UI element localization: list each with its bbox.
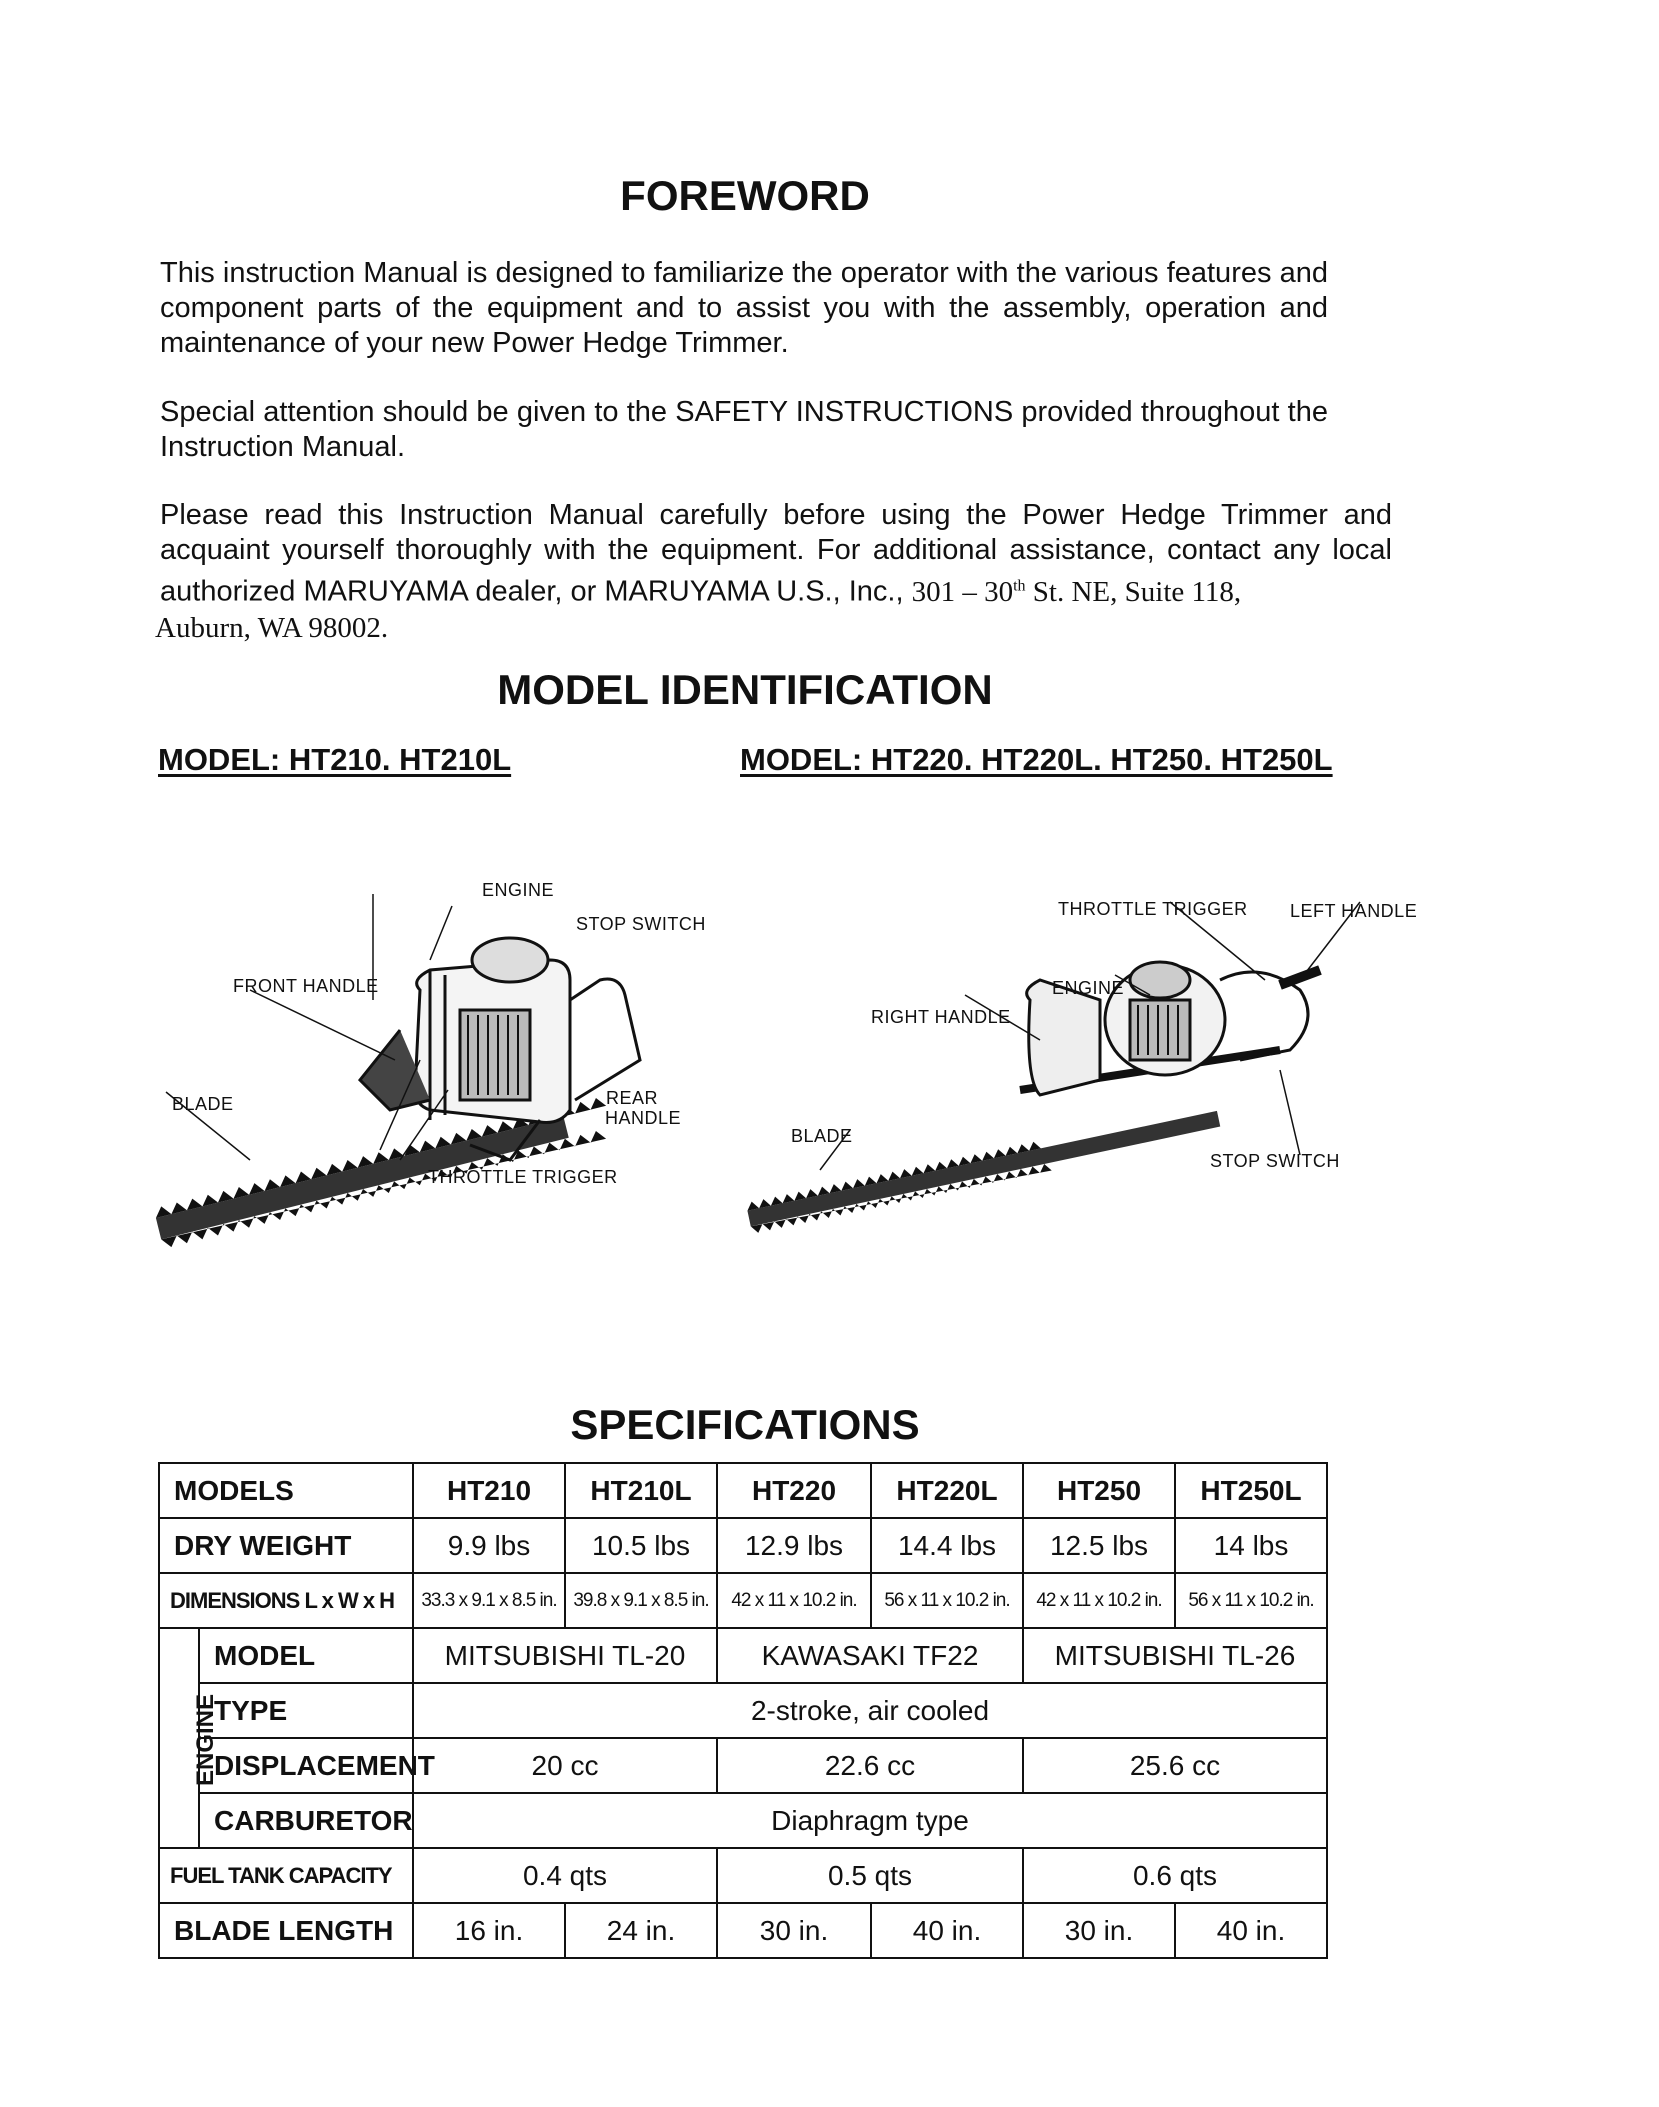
dry-weight-label: DRY WEIGHT	[159, 1518, 413, 1573]
foreword-paragraph-1: This instruction Manual is designed to familiarize the operator with the various features and component parts of the equipment and to assist you with the assembly, operation and maintenance of your new Power Hedge Trimmer.	[160, 257, 1328, 359]
table-row-displacement	[159, 1738, 1327, 1793]
fuel-tank-cell: 0.4 qts	[413, 1848, 717, 1903]
label-throttle-trigger-left: THROTTLE TRIGGER	[428, 1167, 618, 1187]
label-right-handle: RIGHT HANDLE	[871, 1007, 1011, 1027]
label-stop-switch-right: STOP SWITCH	[1210, 1151, 1340, 1171]
fuel-tank-cell: 0.6 qts	[1023, 1848, 1327, 1903]
dimensions-cell: 56 x 11 x 10.2 in.	[1175, 1573, 1327, 1628]
engine-model-cell: KAWASAKI TF22	[717, 1628, 1023, 1683]
blade-length-cell: 24 in.	[565, 1903, 717, 1958]
table-row-dry-weight	[159, 1518, 1327, 1573]
foreword-paragraph-3-text: Please read this Instruction Manual carefully before using the Power Hedge Trimmer and acquaint yourself thoroughly with the equipment. For additional assistance, contact any local authorized MARUYAMA dealer, or MARUYAMA U.S., Inc.,	[160, 499, 1392, 608]
model-identification-title: MODEL IDENTIFICATION	[497, 666, 993, 713]
engine-model-label: MODEL	[199, 1628, 413, 1683]
carburetor-cell: Diaphragm type	[413, 1793, 1327, 1848]
table-row-fuel-tank	[159, 1848, 1327, 1903]
table-row-engine-model	[159, 1628, 1327, 1683]
label-throttle-trigger-right: THROTTLE TRIGGER	[1058, 899, 1248, 919]
blade-length-cell: 30 in.	[717, 1903, 871, 1958]
fuel-tank-label: FUEL TANK CAPACITY	[159, 1848, 413, 1903]
blade-length-cell: 40 in.	[871, 1903, 1023, 1958]
dry-weight-cell: 14.4 lbs	[871, 1518, 1023, 1573]
dimensions-cell: 33.3 x 9.1 x 8.5 in.	[413, 1573, 565, 1628]
dry-weight-cell: 12.9 lbs	[717, 1518, 871, 1573]
displacement-cell: 22.6 cc	[717, 1738, 1023, 1793]
foreword-paragraph-2: Special attention should be given to the SAFETY INSTRUCTIONS provided throughout the Instruction Manual.	[160, 396, 1328, 463]
blade-length-cell: 40 in.	[1175, 1903, 1327, 1958]
dimensions-cell: 56 x 11 x 10.2 in.	[871, 1573, 1023, 1628]
address-city: Auburn, WA 98002.	[155, 612, 389, 644]
dimensions-cell: 42 x 11 x 10.2 in.	[1023, 1573, 1175, 1628]
model-heading-left: MODEL: HT210. HT210L	[158, 742, 512, 777]
table-row-type	[159, 1683, 1327, 1738]
label-stop-switch-left: STOP SWITCH	[576, 914, 706, 934]
engine-model-cell: MITSUBISHI TL-20	[413, 1628, 717, 1683]
dimensions-cell: 39.8 x 9.1 x 8.5 in.	[565, 1573, 717, 1628]
label-blade-left: BLADE	[172, 1094, 234, 1114]
model-cell: HT210L	[565, 1463, 717, 1518]
table-row-dimensions	[159, 1573, 1327, 1628]
dry-weight-cell: 14 lbs	[1175, 1518, 1327, 1573]
foreword-title: FOREWORD	[620, 172, 870, 219]
foreword-paragraph-3	[160, 498, 1392, 610]
label-front-handle: FRONT HANDLE	[233, 976, 379, 996]
blade-illustration-right	[746, 1103, 1222, 1234]
dry-weight-cell: 10.5 lbs	[565, 1518, 717, 1573]
label-rear-handle-1: REAR	[606, 1088, 659, 1108]
blade-length-cell: 30 in.	[1023, 1903, 1175, 1958]
dimensions-cell: 42 x 11 x 10.2 in.	[717, 1573, 871, 1628]
displacement-cell: 25.6 cc	[1023, 1738, 1327, 1793]
carburetor-label: CARBURETOR	[199, 1793, 413, 1848]
model-cell: HT220	[717, 1463, 871, 1518]
models-label: MODELS	[159, 1463, 413, 1518]
label-engine-left: ENGINE	[482, 880, 555, 900]
displacement-cell: 20 cc	[413, 1738, 717, 1793]
type-cell: 2-stroke, air cooled	[413, 1683, 1327, 1738]
table-row-carburetor	[159, 1793, 1327, 1848]
model-cell: HT220L	[871, 1463, 1023, 1518]
label-blade-right: BLADE	[791, 1126, 853, 1146]
table-row-blade-length	[159, 1903, 1327, 1958]
blade-length-cell: 16 in.	[413, 1903, 565, 1958]
model-cell: HT210	[413, 1463, 565, 1518]
model-cell: HT250	[1023, 1463, 1175, 1518]
specifications-table	[158, 1462, 1328, 1959]
table-row-models	[159, 1463, 1327, 1518]
type-label: TYPE	[199, 1683, 413, 1738]
blade-length-label: BLADE LENGTH	[159, 1903, 413, 1958]
label-left-handle: LEFT HANDLE	[1290, 901, 1418, 921]
dimensions-label: DIMENSIONS L x W x H	[159, 1573, 413, 1628]
fuel-tank-cell: 0.5 qts	[717, 1848, 1023, 1903]
label-rear-handle-2: HANDLE	[605, 1108, 682, 1128]
label-engine-right: ENGINE	[1052, 978, 1125, 998]
engine-group-label: ENGINE	[192, 1693, 220, 1787]
model-heading-right: MODEL: HT220. HT220L. HT250. HT250L	[740, 742, 1333, 777]
specifications-title: SPECIFICATIONS	[570, 1401, 920, 1448]
engine-model-cell: MITSUBISHI TL-26	[1023, 1628, 1327, 1683]
dry-weight-cell: 12.5 lbs	[1023, 1518, 1175, 1573]
dry-weight-cell: 9.9 lbs	[413, 1518, 565, 1573]
trimmer-diagram-ht220-ht250	[720, 880, 1440, 1240]
engine-group-cell	[159, 1628, 220, 1848]
engine-illustration-left	[360, 938, 640, 1160]
displacement-label: DISPLACEMENT	[199, 1738, 413, 1793]
address-street: 301 – 30th St. NE, Suite 118,	[911, 575, 1242, 608]
model-cell: HT250L	[1175, 1463, 1327, 1518]
